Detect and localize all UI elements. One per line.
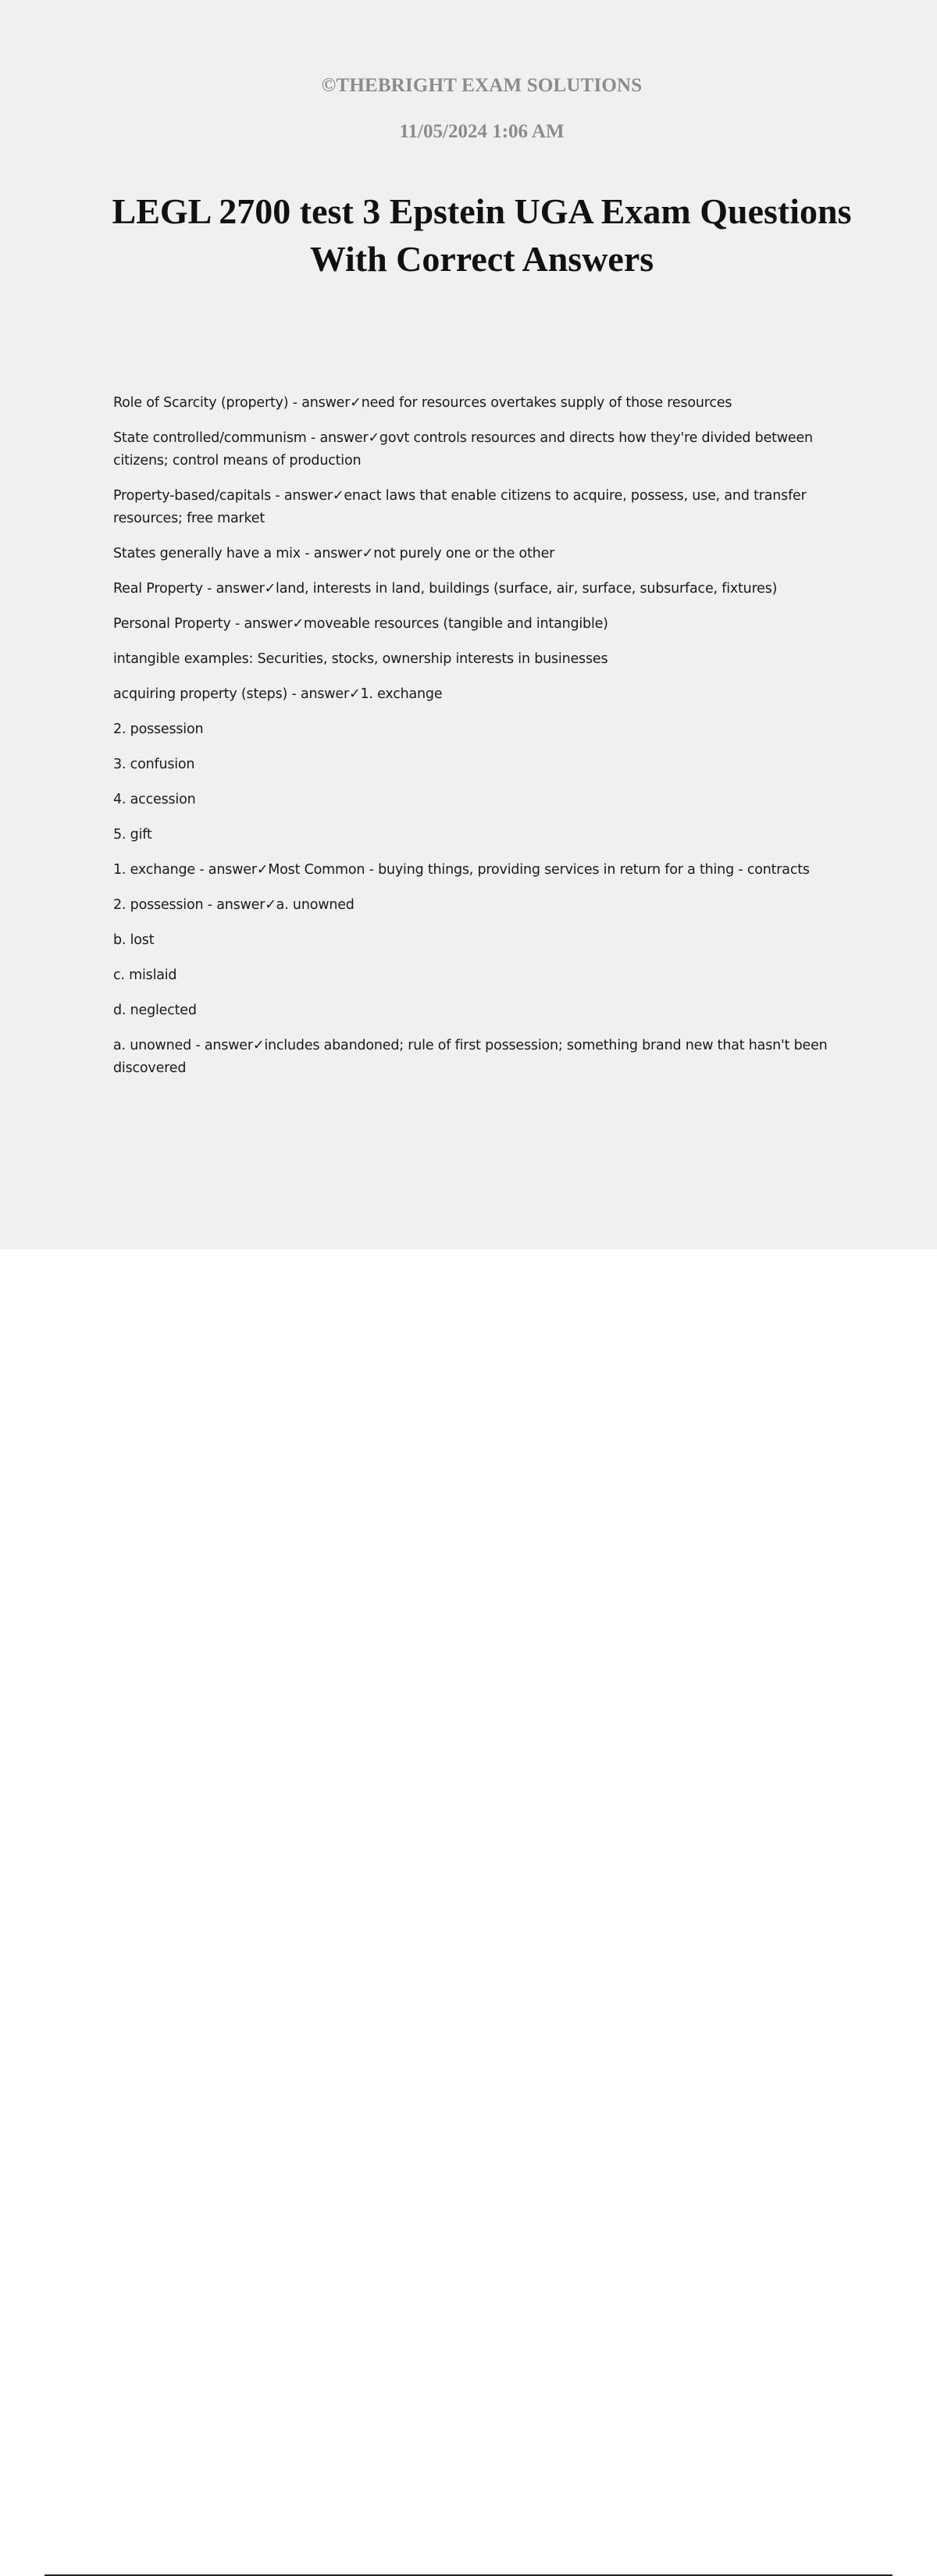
qa-entry: acquiring property (steps) - answer✓1. exchange xyxy=(113,686,443,702)
qa-entry: intangible examples: Securities, stocks, ownership interests in businesses xyxy=(113,651,608,667)
list-item: 3. confusion xyxy=(113,757,195,772)
list-item: 4. accession xyxy=(113,792,196,807)
qa-entry: Personal Property - answer✓moveable resources (tangible and intangible) xyxy=(113,616,608,632)
list-item: 5. gift xyxy=(113,827,152,843)
qa-entry: States generally have a mix - answer✓not purely one or the other xyxy=(113,546,555,561)
page-footer xyxy=(0,1249,937,1327)
list-item: 2. possession xyxy=(113,721,204,737)
document-page xyxy=(0,0,937,1249)
qa-entry: a. unowned - answer✓includes abandoned; rule of first possession; something brand new that hasn't been discovered xyxy=(113,1038,828,1076)
list-item: d. neglected xyxy=(113,1003,197,1018)
list-item: c. mislaid xyxy=(113,967,177,983)
qa-entry: State controlled/communism - answer✓govt controls resources and directs how they're divided between citizens; control means of production xyxy=(113,430,813,469)
qa-list xyxy=(113,392,847,1092)
timestamp-header: 11/05/2024 1:06 AM xyxy=(399,121,565,142)
qa-entry: 2. possession - answer✓a. unowned xyxy=(113,897,354,913)
qa-entry: Role of Scarcity (property) - answer✓need for resources overtakes supply of those resources xyxy=(113,395,732,411)
qa-entry: Property-based/capitals - answer✓enact laws that enable citizens to acquire, possess, use, and transfer resources; free market xyxy=(113,488,807,526)
qa-entry: Real Property - answer✓land, interests in land, buildings (surface, air, surface, subsurface, fixtures) xyxy=(113,581,778,597)
document-title: LEGL 2700 test 3 Epstein UGA Exam Questions With Correct Answers xyxy=(112,191,852,279)
copyright-header: ©THEBRIGHT EXAM SOLUTIONS xyxy=(321,75,643,96)
list-item: b. lost xyxy=(113,932,155,948)
qa-entry: 1. exchange - answer✓Most Common - buying things, providing services in return for a thing - contracts xyxy=(113,862,810,878)
